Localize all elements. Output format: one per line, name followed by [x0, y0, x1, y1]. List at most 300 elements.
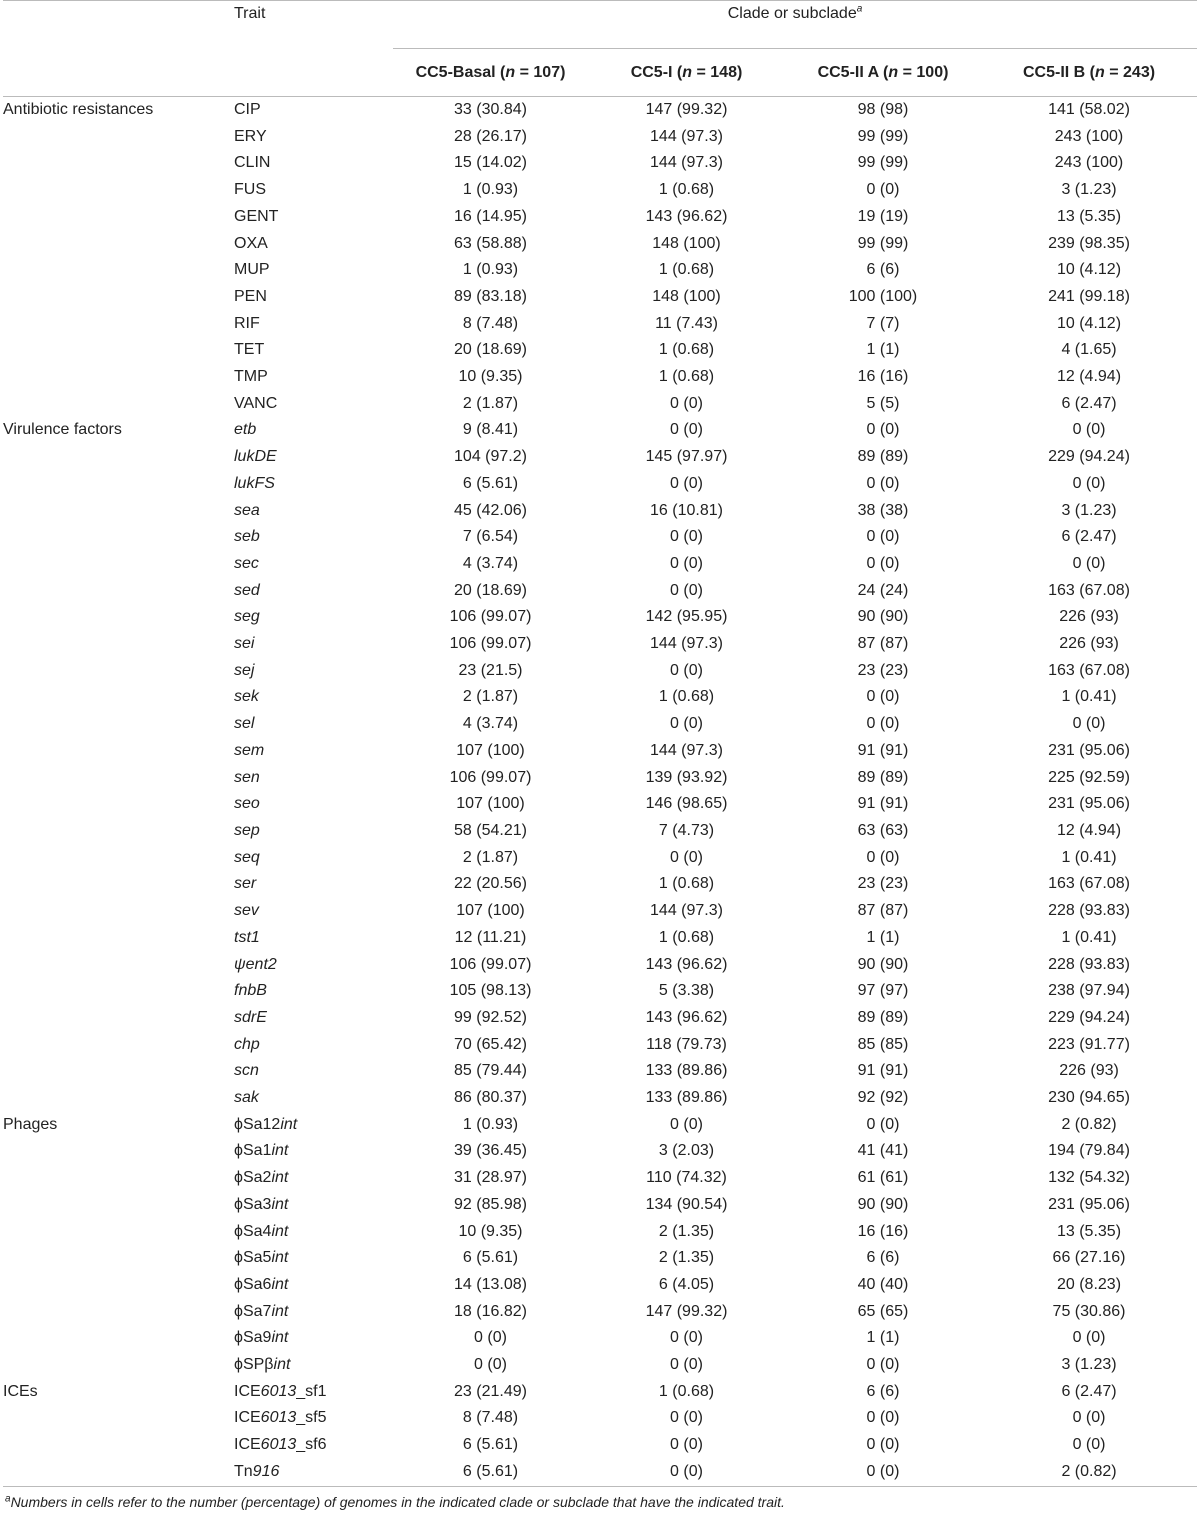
trait-name — [234, 1219, 393, 1246]
trait-name — [234, 177, 393, 204]
value-cell: 0 (0) — [866, 421, 900, 439]
table-row — [3, 257, 1197, 284]
trait-name-part: etb — [234, 421, 257, 439]
value-cell: 1 (0.41) — [1061, 928, 1117, 946]
value-cell: 16 (16) — [857, 1222, 909, 1240]
table-row — [3, 498, 1197, 525]
value-cell: 14 (13.08) — [454, 1275, 527, 1293]
category-cell-empty — [3, 231, 234, 258]
value-cell: 11 (7.43) — [655, 314, 718, 332]
category-cell-empty — [3, 604, 234, 631]
value-cell: 2 (1.87) — [462, 394, 519, 412]
value-cell: 0 (0) — [866, 1436, 900, 1454]
trait-name-part: sep — [234, 821, 260, 839]
table-row — [3, 1112, 1197, 1139]
table-row — [3, 845, 1197, 872]
value-cell: 41 (41) — [857, 1142, 909, 1160]
value-cell: 6 (2.47) — [1061, 394, 1117, 412]
value-cell: 0 (0) — [670, 661, 703, 679]
value-cell: 40 (40) — [857, 1275, 909, 1293]
trait-name-part: TET — [234, 341, 265, 359]
value-cell: 0 (0) — [670, 1329, 703, 1347]
value-cell: 106 (99.07) — [449, 955, 532, 973]
trait-name — [234, 684, 393, 711]
value-cell: 4 (1.65) — [1061, 341, 1117, 359]
value-cell: 144 (97.3) — [650, 741, 723, 759]
table-row — [3, 1219, 1197, 1246]
trait-name-part: seb — [234, 528, 260, 546]
trait-name — [234, 231, 393, 258]
table-row — [3, 898, 1197, 925]
value-cell: 23 (21.5) — [458, 661, 523, 679]
value-cell: 39 (36.45) — [454, 1142, 527, 1160]
header-row-top — [3, 1, 1197, 49]
table-row — [3, 97, 1197, 124]
category-cell-empty — [3, 578, 234, 605]
category-cell-empty — [3, 551, 234, 578]
category-cell-empty — [3, 1032, 234, 1059]
table-row — [3, 551, 1197, 578]
value-cell: 0 (0) — [670, 528, 703, 546]
value-cell: 99 (92.52) — [454, 1008, 527, 1026]
category-cell-empty — [3, 925, 234, 952]
value-cell: 7 (4.73) — [658, 821, 715, 839]
value-cell: 1 (0.41) — [1061, 848, 1117, 866]
category-cell-empty — [3, 1245, 234, 1272]
category-cell-empty — [3, 765, 234, 792]
value-cell: 16 (10.81) — [650, 501, 723, 519]
value-cell: 231 (95.06) — [1048, 795, 1130, 813]
value-cell: 6 (5.61) — [393, 1459, 588, 1486]
trait-name-part: ϕSa5 — [234, 1249, 272, 1267]
table-row — [3, 1405, 1197, 1432]
value-cell: 0 (0) — [866, 1356, 900, 1374]
value-cell: 104 (97.2) — [454, 448, 527, 466]
traits-table — [3, 0, 1197, 1487]
value-cell: 106 (99.07) — [449, 608, 532, 626]
trait-name — [234, 1058, 393, 1085]
table-row — [3, 1379, 1197, 1406]
table-row — [3, 1245, 1197, 1272]
trait-name-part: sen — [234, 768, 260, 786]
column-header-cc5-iia: CC5-II A (n = 100) — [785, 49, 981, 97]
trait-name-part: ϕSPβ — [234, 1356, 274, 1374]
category-cell-empty — [3, 845, 234, 872]
value-cell: 144 (97.3) — [650, 127, 723, 145]
clade-title: Clade or subclade — [727, 5, 857, 22]
category-cell-empty — [3, 337, 234, 364]
value-cell: 92 (85.98) — [454, 1195, 527, 1213]
table-body — [3, 97, 1197, 1487]
value-cell: 89 (83.18) — [454, 287, 527, 305]
value-cell: 92 (92) — [857, 1089, 909, 1107]
table-row — [3, 524, 1197, 551]
trait-name — [234, 1272, 393, 1299]
trait-name-part: ERY — [234, 127, 267, 145]
value-cell: 1 (0.93) — [462, 1115, 519, 1133]
value-cell: 0 (0) — [474, 1356, 507, 1374]
table-footnote — [5, 1493, 1200, 1511]
trait-name-part: TMP — [234, 368, 268, 386]
trait-name — [234, 1379, 393, 1406]
value-cell: 12 (4.94) — [1056, 821, 1122, 839]
table-row — [3, 791, 1197, 818]
value-cell: 0 (0) — [670, 1409, 703, 1427]
table-row — [3, 417, 1197, 444]
category-cell-empty — [3, 177, 234, 204]
value-cell: 3 (1.23) — [1061, 1356, 1117, 1374]
trait-name-part: ψent2 — [234, 955, 277, 973]
value-cell: 8 (7.48) — [462, 1409, 519, 1427]
table-row — [3, 1138, 1197, 1165]
value-cell: 1 (1) — [866, 928, 900, 946]
trait-name — [234, 925, 393, 952]
column-header-cc5-basal: CC5-Basal (n = 107) — [393, 49, 588, 97]
value-cell: 106 (99.07) — [449, 768, 532, 786]
category-cell-empty — [3, 1138, 234, 1165]
value-cell: 0 (0) — [1072, 1436, 1106, 1454]
trait-name-part: sel — [234, 715, 255, 733]
trait-name-part: PEN — [234, 287, 267, 305]
value-cell: 107 (100) — [456, 902, 525, 920]
value-cell: 99 (99) — [857, 127, 909, 145]
table-row — [3, 311, 1197, 338]
trait-name — [234, 1192, 393, 1219]
table-row — [3, 1058, 1197, 1085]
value-cell: 0 (0) — [866, 1115, 900, 1133]
value-cell: 238 (97.94) — [1048, 982, 1130, 1000]
value-cell: 5 (3.38) — [658, 982, 715, 1000]
value-cell: 110 (74.32) — [646, 1169, 727, 1187]
trait-name-part: int — [271, 1329, 289, 1347]
trait-name — [234, 391, 393, 418]
category-cell-empty — [3, 1325, 234, 1352]
category-cell-empty — [3, 204, 234, 231]
value-cell: 163 (67.08) — [1048, 581, 1130, 599]
value-cell: 143 (96.62) — [645, 955, 728, 973]
value-cell: 91 (91) — [857, 1062, 909, 1080]
value-cell: 1 (0.41) — [1061, 688, 1117, 706]
trait-name — [234, 978, 393, 1005]
value-cell: 75 (30.86) — [1052, 1302, 1126, 1320]
value-cell: 10 (9.35) — [458, 368, 523, 386]
trait-name — [234, 284, 393, 311]
trait-name — [234, 898, 393, 925]
value-cell: 0 (0) — [866, 181, 900, 199]
value-cell: 10 (9.35) — [458, 1222, 523, 1240]
table-row — [3, 631, 1197, 658]
category-cell-empty — [3, 364, 234, 391]
value-cell: 118 (79.73) — [646, 1035, 727, 1053]
value-cell: 228 (93.83) — [1048, 955, 1130, 973]
category-label: Virulence factors — [3, 421, 122, 439]
value-cell: 0 (0) — [588, 1459, 785, 1486]
value-cell: 241 (99.18) — [1048, 287, 1130, 305]
trait-name-part: Tn — [234, 1462, 253, 1480]
category-cell-empty — [3, 498, 234, 525]
value-cell: 230 (94.65) — [1048, 1089, 1130, 1107]
value-cell: 7 (6.54) — [462, 528, 519, 546]
value-cell: 6 (2.47) — [1061, 1382, 1117, 1400]
trait-name — [234, 97, 393, 124]
value-cell: 0 (0) — [670, 1436, 703, 1454]
value-cell: 132 (54.32) — [1048, 1169, 1130, 1187]
value-cell: 2 (1.35) — [658, 1222, 715, 1240]
table-row — [3, 150, 1197, 177]
value-cell: 23 (21.49) — [454, 1382, 527, 1400]
trait-name-part: int — [271, 1222, 289, 1240]
value-cell: 2 (0.82) — [981, 1459, 1197, 1486]
value-cell: 20 (18.69) — [454, 581, 527, 599]
value-cell: 3 (1.23) — [1061, 181, 1117, 199]
value-cell: 16 (16) — [857, 368, 909, 386]
value-cell: 65 (65) — [857, 1302, 909, 1320]
value-cell: 3 (1.23) — [1061, 501, 1117, 519]
value-cell: 143 (96.62) — [645, 207, 728, 225]
trait-name-part: sak — [234, 1089, 259, 1107]
value-cell: 226 (93) — [1059, 1062, 1119, 1080]
trait-name — [234, 364, 393, 391]
value-cell: 243 (100) — [1054, 127, 1124, 145]
trait-name — [234, 1352, 393, 1379]
trait-name-part: 6013 — [260, 1409, 297, 1427]
table-row — [3, 1432, 1197, 1459]
trait-name-part: ICE — [234, 1409, 261, 1427]
value-cell: 1 (1) — [866, 1329, 900, 1347]
value-cell: 31 (28.97) — [454, 1169, 527, 1187]
table-row — [3, 1165, 1197, 1192]
value-cell: 0 (0) — [670, 554, 703, 572]
value-cell: 0 (0) — [1072, 715, 1106, 733]
trait-name — [234, 658, 393, 685]
trait-name-part: 916 — [252, 1462, 280, 1480]
value-cell: 86 (80.37) — [454, 1089, 527, 1107]
value-cell: 19 (19) — [857, 207, 909, 225]
value-cell: 134 (90.54) — [645, 1195, 728, 1213]
table-row — [3, 578, 1197, 605]
value-cell: 105 (98.13) — [449, 982, 532, 1000]
category-cell-empty — [3, 1299, 234, 1326]
trait-name-part: OXA — [234, 234, 268, 252]
trait-name-part: ICE — [234, 1382, 261, 1400]
trait-name-part: 6013 — [260, 1382, 297, 1400]
trait-name-part: ϕSa2 — [234, 1169, 272, 1187]
value-cell: 16 (14.95) — [454, 207, 527, 225]
column-header-cc5-i: CC5-I (n = 148) — [588, 49, 785, 97]
value-cell: 144 (97.3) — [650, 635, 723, 653]
category-cell-empty — [3, 524, 234, 551]
value-cell: 228 (93.83) — [1048, 902, 1130, 920]
value-cell: 143 (96.62) — [645, 1008, 728, 1026]
value-cell: 0 (0) — [670, 715, 703, 733]
trait-name-part: _sf5 — [296, 1409, 327, 1427]
trait-header: Trait — [234, 1, 393, 49]
value-cell: 243 (100) — [1054, 154, 1124, 172]
trait-name-part: VANC — [234, 394, 278, 412]
value-cell: 99 (99) — [857, 154, 909, 172]
category-label: Phages — [3, 1115, 58, 1133]
value-cell: 91 (91) — [857, 741, 909, 759]
trait-name — [234, 1085, 393, 1112]
trait-name — [234, 1005, 393, 1032]
table-row — [3, 1032, 1197, 1059]
trait-name-part: int — [271, 1142, 289, 1160]
value-cell: 0 (0) — [866, 715, 900, 733]
value-cell: 0 (0) — [670, 581, 703, 599]
trait-name — [234, 1325, 393, 1352]
trait-name — [234, 578, 393, 605]
value-cell: 89 (89) — [857, 768, 909, 786]
clade-header — [393, 1, 1197, 49]
category-label: Antibiotic resistances — [3, 101, 154, 118]
trait-name-part: int — [271, 1169, 289, 1187]
value-cell: 89 (89) — [857, 1008, 909, 1026]
trait-name-part: sec — [234, 554, 259, 572]
value-cell: 38 (38) — [857, 501, 909, 519]
value-cell: 229 (94.24) — [1048, 448, 1130, 466]
table-row — [3, 738, 1197, 765]
table-row — [3, 765, 1197, 792]
value-cell: 6 (5.61) — [462, 1436, 519, 1454]
category-cell-empty — [3, 658, 234, 685]
table-row — [3, 1459, 1197, 1486]
value-cell: 87 (87) — [857, 635, 909, 653]
category-cell-empty — [3, 257, 234, 284]
trait-name — [234, 124, 393, 151]
value-cell: 6 (4.05) — [658, 1275, 715, 1293]
value-cell: 145 (97.97) — [645, 448, 728, 466]
trait-name — [234, 791, 393, 818]
trait-name — [234, 1032, 393, 1059]
category-cell-empty — [3, 150, 234, 177]
value-cell: 9 (8.41) — [462, 421, 519, 439]
value-cell: 3 (2.03) — [658, 1142, 715, 1160]
trait-name-part: RIF — [234, 314, 260, 332]
value-cell: 89 (89) — [857, 448, 909, 466]
table-row — [3, 711, 1197, 738]
category-cell-empty — [3, 471, 234, 498]
trait-name-part: sdrE — [234, 1008, 267, 1026]
table-row — [3, 1005, 1197, 1032]
value-cell: 0 (0) — [785, 1459, 981, 1486]
value-cell: 144 (97.3) — [650, 154, 723, 172]
value-cell: 139 (93.92) — [645, 768, 728, 786]
trait-name — [234, 711, 393, 738]
trait-name-part: int — [271, 1249, 289, 1267]
value-cell: 4 (3.74) — [462, 554, 519, 572]
corner-cell — [3, 1, 234, 49]
value-cell: 10 (4.12) — [1056, 314, 1122, 332]
trait-name-part: CIP — [234, 101, 261, 118]
table-row — [3, 231, 1197, 258]
value-cell: 61 (61) — [857, 1169, 909, 1187]
value-cell: 87 (87) — [857, 902, 909, 920]
trait-name-part: MUP — [234, 261, 270, 279]
trait-name — [234, 150, 393, 177]
trait-name-part: sei — [234, 635, 255, 653]
category-cell-empty — [3, 871, 234, 898]
trait-name-part: _sf6 — [296, 1436, 327, 1454]
value-cell: 231 (95.06) — [1048, 1195, 1130, 1213]
category-cell-empty — [3, 1272, 234, 1299]
value-cell: 6 (2.47) — [1061, 528, 1117, 546]
trait-name — [234, 1405, 393, 1432]
value-cell: 7 (7) — [866, 314, 900, 332]
value-cell: 90 (90) — [857, 1195, 909, 1213]
value-cell: 18 (16.82) — [454, 1302, 527, 1320]
value-cell: 107 (100) — [456, 741, 525, 759]
value-cell: 91 (91) — [857, 795, 909, 813]
value-cell: 6 (6) — [866, 261, 900, 279]
value-cell: 10 (4.12) — [1056, 261, 1122, 279]
value-cell: 1 (0.93) — [462, 261, 519, 279]
trait-name — [234, 257, 393, 284]
category-cell-empty — [3, 124, 234, 151]
value-cell: 90 (90) — [857, 955, 909, 973]
category-cell-empty — [3, 978, 234, 1005]
trait-name — [234, 604, 393, 631]
category-cell-empty — [3, 1058, 234, 1085]
trait-name — [234, 1138, 393, 1165]
value-cell: 0 (0) — [670, 394, 703, 412]
category-cell-empty — [3, 1192, 234, 1219]
value-cell: 45 (42.06) — [454, 501, 527, 519]
trait-name — [234, 471, 393, 498]
trait-name-part: lukDE — [234, 448, 277, 466]
trait-name — [234, 631, 393, 658]
value-cell: 0 (0) — [670, 1115, 703, 1133]
value-cell: 20 (8.23) — [1056, 1275, 1122, 1293]
value-cell: 0 (0) — [1072, 474, 1106, 492]
trait-name-part: CLIN — [234, 154, 271, 172]
table-row — [3, 471, 1197, 498]
trait-name-part: lukFS — [234, 474, 275, 492]
table-row — [3, 1325, 1197, 1352]
trait-name — [234, 524, 393, 551]
value-cell: 6 (5.61) — [462, 1249, 519, 1267]
value-cell: 6 (5.61) — [462, 474, 519, 492]
value-cell: 1 (0.68) — [658, 341, 715, 359]
value-cell: 133 (89.86) — [645, 1089, 728, 1107]
value-cell: 0 (0) — [670, 1356, 703, 1374]
value-cell: 142 (95.95) — [645, 608, 728, 626]
value-cell: 15 (14.02) — [454, 154, 527, 172]
value-cell: 63 (58.88) — [454, 234, 527, 252]
value-cell: 0 (0) — [1072, 554, 1106, 572]
value-cell: 1 (0.93) — [462, 181, 519, 199]
value-cell: 226 (93) — [1059, 608, 1119, 626]
trait-name-part: 6013 — [260, 1436, 297, 1454]
value-cell: 1 (0.68) — [658, 1382, 715, 1400]
value-cell: 229 (94.24) — [1048, 1008, 1130, 1026]
value-cell: 148 (100) — [652, 287, 721, 305]
value-cell: 28 (26.17) — [454, 127, 527, 145]
trait-name — [234, 845, 393, 872]
table-row — [3, 952, 1197, 979]
trait-header-blank — [234, 49, 393, 97]
value-cell: 22 (20.56) — [454, 875, 527, 893]
trait-name-part: ϕSa7 — [234, 1302, 272, 1320]
value-cell: 70 (65.42) — [454, 1035, 527, 1053]
trait-name-part: scn — [234, 1062, 259, 1080]
trait-name-part: seq — [234, 848, 260, 866]
trait-name-part: sev — [234, 902, 259, 920]
trait-name-part: tst1 — [234, 928, 260, 946]
category-cell-empty — [3, 791, 234, 818]
table-row — [3, 978, 1197, 1005]
clade-footnote-mark: a — [856, 3, 863, 15]
value-cell: 0 (0) — [1072, 1329, 1106, 1347]
